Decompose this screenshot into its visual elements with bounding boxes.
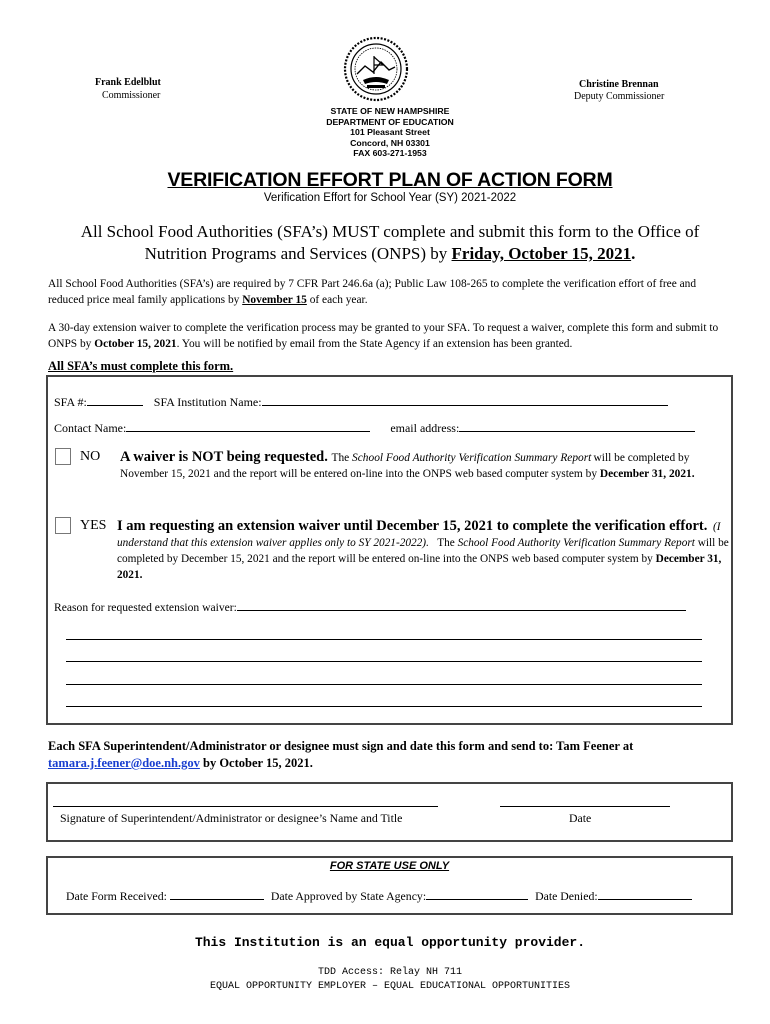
contact-name-field[interactable] xyxy=(126,419,370,432)
para2-date: October 15, 2021 xyxy=(94,338,177,350)
yes-body-text: will be completed by December 15, 2021 and the report will be entered on-line into the ONPS web based computer system by xyxy=(117,537,729,565)
para1-date: November 15 xyxy=(242,294,307,306)
date-received-field[interactable] xyxy=(170,887,264,900)
contact-email-link[interactable]: tamara.j.feener@doe.nh.gov xyxy=(48,756,200,770)
email-label: email address: xyxy=(390,421,460,435)
sign-instruction-text: Each SFA Superintendent/Administrator or designee must sign and date this form and send to: Tam Feener at xyxy=(48,739,634,753)
reason-line[interactable] xyxy=(66,639,702,640)
must-complete-notice: All SFA’s must complete this form. xyxy=(48,359,234,373)
contact-row xyxy=(54,419,695,436)
yes-label: YES xyxy=(80,518,107,533)
no-report-name: School Food Authority Verification Summary Report xyxy=(352,452,592,464)
yes-report-name: School Food Authority Verification Summary Report xyxy=(457,537,695,549)
para2-text: A 30-day extension waiver to complete the verification process may be granted to your SFA. To request a waiver, complete this form and submit to ONPS by xyxy=(48,322,719,350)
reason-field[interactable] xyxy=(237,598,686,611)
lead-deadline: Friday, October 15, 2021 xyxy=(451,244,632,263)
state-seal-logo xyxy=(343,36,409,102)
yes-waiver-checkbox[interactable] xyxy=(55,517,71,534)
yes-note: (I understand that this extension waiver applies only to SY 2021-2022). xyxy=(117,521,721,549)
equal-employer-statement: EQUAL OPPORTUNITY EMPLOYER – EQUAL EDUCATIONAL OPPORTUNITIES xyxy=(209,981,571,992)
date-approved-field[interactable] xyxy=(426,887,528,900)
date-received-label: Date Form Received: xyxy=(66,889,167,903)
no-option-text xyxy=(120,449,724,482)
agency-line: DEPARTMENT OF EDUCATION xyxy=(326,116,454,127)
form-subtitle: Verification Effort for School Year (SY) 2021-2022 xyxy=(263,192,517,204)
no-label: NO xyxy=(80,449,101,464)
no-body-text: will be completed by November 15, 2021 and the report will be entered on-line into the ONPS web based computer system by xyxy=(120,452,690,480)
date-label: Date xyxy=(569,811,592,825)
deputy-commissioner-name: Christine Brennan xyxy=(579,79,659,90)
no-the: The xyxy=(331,452,353,464)
signature-line[interactable] xyxy=(53,806,438,807)
reason-line[interactable] xyxy=(66,661,702,662)
yes-date: December 31, 2021. xyxy=(117,553,722,581)
sfa-number-label: SFA #: xyxy=(54,395,87,409)
reason-line[interactable] xyxy=(66,684,702,685)
reason-label: Reason for requested extension waiver: xyxy=(54,601,237,614)
sign-instruction xyxy=(48,738,738,772)
lead-end: . xyxy=(631,244,636,263)
no-date: December 31, 2021. xyxy=(599,468,695,480)
institution-name-field[interactable] xyxy=(262,393,668,406)
no-waiver-checkbox[interactable] xyxy=(55,448,71,465)
sfa-number-row xyxy=(54,393,668,410)
agency-address-block xyxy=(290,106,490,159)
para2-end: . You will be notified by email from the State Agency if an extension has been granted. xyxy=(176,338,573,350)
date-approved-label: Date Approved by State Agency: xyxy=(270,889,427,903)
date-denied-label: Date Denied: xyxy=(535,889,598,903)
email-field[interactable] xyxy=(459,419,695,432)
lead-instruction xyxy=(55,221,725,265)
waiver-paragraph xyxy=(48,320,734,352)
requirement-paragraph xyxy=(48,276,734,308)
sfa-number-field[interactable] xyxy=(87,393,143,406)
para1-end: of each year. xyxy=(306,294,368,306)
tdd-access: TDD Access: Relay NH 711 xyxy=(317,967,463,978)
commissioner-title: Commissioner xyxy=(102,90,161,101)
reason-line[interactable] xyxy=(66,706,702,707)
yes-heading-text: I am requesting an extension waiver until December 15, 2021 to complete the verification effort. xyxy=(117,518,708,534)
date-line[interactable] xyxy=(500,806,670,807)
commissioner-name: Frank Edelblut xyxy=(95,77,161,88)
state-use-heading: FOR STATE USE ONLY xyxy=(329,860,450,872)
equal-opportunity-statement: This Institution is an equal opportunity provider. xyxy=(194,935,586,950)
agency-line: Concord, NH 03301 xyxy=(350,137,430,148)
reason-row xyxy=(54,598,686,614)
date-denied-field[interactable] xyxy=(598,887,692,900)
lead-text: All School Food Authorities (SFA’s) MUST complete and submit this form to the Office of Nutrition Programs and Services (ONPS) by xyxy=(80,222,700,263)
no-heading-text: A waiver is NOT being requested. xyxy=(120,449,328,465)
signature-label: Signature of Superintendent/Administrator or designee’s Name and Title xyxy=(60,811,403,825)
contact-name-label: Contact Name: xyxy=(54,421,127,435)
institution-name-label: SFA Institution Name: xyxy=(153,395,262,409)
agency-line: STATE OF NEW HAMPSHIRE xyxy=(330,106,450,116)
agency-line: FAX 603-271-1953 xyxy=(353,148,427,159)
yes-the: The xyxy=(437,537,458,549)
form-title: VERIFICATION EFFORT PLAN OF ACTION FORM xyxy=(167,169,613,191)
yes-option-text xyxy=(117,518,729,583)
deputy-commissioner-title: Deputy Commissioner xyxy=(574,91,665,102)
agency-line: 101 Pleasant Street xyxy=(350,127,430,138)
sign-instruction-end: by October 15, 2021. xyxy=(199,756,313,770)
state-use-fields xyxy=(66,887,692,904)
para1-text: All School Food Authorities (SFA’s) are required by 7 CFR Part 246.6a (a); Public Law 108-265 to complete the verification effort of free and reduced price meal family applications by xyxy=(48,278,697,306)
